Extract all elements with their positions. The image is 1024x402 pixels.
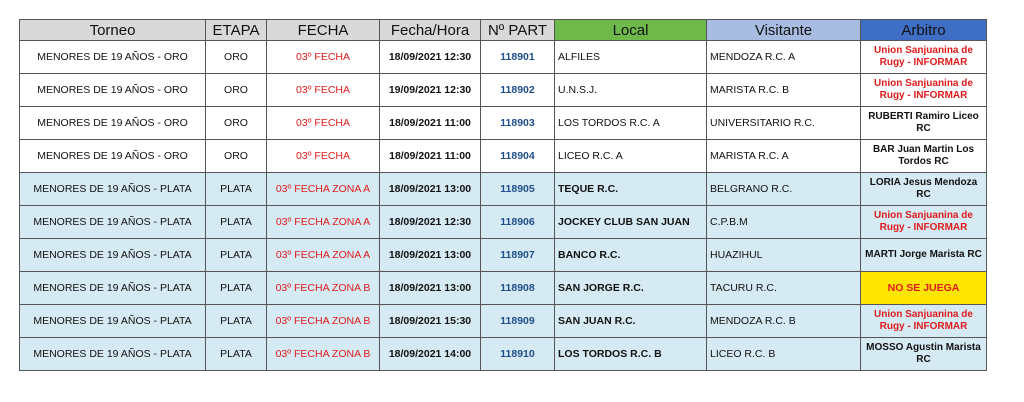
- cell-fecha-hora: 18/09/2021 11:00: [380, 107, 481, 140]
- cell-local: U.N.S.J.: [555, 74, 707, 107]
- cell-visitante: MARISTA R.C. A: [707, 140, 861, 173]
- cell-visitante: HUAZIHUL: [707, 239, 861, 272]
- cell-fecha: 03º FECHA ZONA A: [267, 239, 380, 272]
- cell-part: 118903: [481, 107, 555, 140]
- cell-fecha-hora: 18/09/2021 11:00: [380, 140, 481, 173]
- cell-arbitro: BAR Juan Martin Los Tordos RC: [861, 140, 987, 173]
- cell-arbitro: LORIA Jesus Mendoza RC: [861, 173, 987, 206]
- cell-local: SAN JUAN R.C.: [555, 305, 707, 338]
- cell-visitante: UNIVERSITARIO R.C.: [707, 107, 861, 140]
- table-row: [20, 41, 987, 74]
- cell-arbitro: Union Sanjuanina de Rugy - INFORMAR: [861, 206, 987, 239]
- header-arbitro: Arbitro: [861, 20, 987, 41]
- cell-etapa: PLATA: [206, 272, 267, 305]
- cell-fecha: 03º FECHA ZONA A: [267, 173, 380, 206]
- cell-torneo: MENORES DE 19 AÑOS - PLATA: [20, 305, 206, 338]
- cell-arbitro: MOSSO Agustin Marista RC: [861, 338, 987, 371]
- cell-fecha: 03º FECHA: [267, 140, 380, 173]
- cell-etapa: ORO: [206, 41, 267, 74]
- cell-etapa: ORO: [206, 140, 267, 173]
- cell-torneo: MENORES DE 19 AÑOS - PLATA: [20, 338, 206, 371]
- cell-local: LOS TORDOS R.C. B: [555, 338, 707, 371]
- table-row: [20, 305, 987, 338]
- table-row: [20, 206, 987, 239]
- cell-part: 118902: [481, 74, 555, 107]
- cell-arbitro: Union Sanjuanina de Rugy - INFORMAR: [861, 74, 987, 107]
- header-torneo: Torneo: [20, 20, 206, 41]
- header-fecha: FECHA: [267, 20, 380, 41]
- cell-fecha: 03º FECHA ZONA B: [267, 338, 380, 371]
- cell-visitante: MENDOZA R.C. A: [707, 41, 861, 74]
- cell-part: 118906: [481, 206, 555, 239]
- cell-fecha: 03º FECHA ZONA B: [267, 272, 380, 305]
- cell-local: LICEO R.C. A: [555, 140, 707, 173]
- cell-arbitro: Union Sanjuanina de Rugy - INFORMAR: [861, 41, 987, 74]
- header-row: [20, 20, 987, 41]
- cell-torneo: MENORES DE 19 AÑOS - ORO: [20, 41, 206, 74]
- cell-etapa: PLATA: [206, 173, 267, 206]
- cell-etapa: PLATA: [206, 338, 267, 371]
- header-etapa: ETAPA: [206, 20, 267, 41]
- cell-visitante: MARISTA R.C. B: [707, 74, 861, 107]
- cell-etapa: PLATA: [206, 206, 267, 239]
- table-row: [20, 74, 987, 107]
- cell-arbitro: RUBERTI Ramiro Liceo RC: [861, 107, 987, 140]
- cell-part: 118910: [481, 338, 555, 371]
- header-fecha-hora: Fecha/Hora: [380, 20, 481, 41]
- table-row: [20, 338, 987, 371]
- cell-fecha: 03º FECHA: [267, 107, 380, 140]
- cell-etapa: ORO: [206, 107, 267, 140]
- cell-part: 118905: [481, 173, 555, 206]
- cell-fecha-hora: 18/09/2021 15:30: [380, 305, 481, 338]
- header-n-part: Nº PART: [481, 20, 555, 41]
- header-local: Local: [555, 20, 707, 41]
- cell-part: 118904: [481, 140, 555, 173]
- table-row: [20, 107, 987, 140]
- cell-torneo: MENORES DE 19 AÑOS - PLATA: [20, 206, 206, 239]
- cell-part: 118908: [481, 272, 555, 305]
- cell-fecha: 03º FECHA ZONA A: [267, 206, 380, 239]
- cell-torneo: MENORES DE 19 AÑOS - ORO: [20, 74, 206, 107]
- table-row: [20, 173, 987, 206]
- cell-visitante: TACURU R.C.: [707, 272, 861, 305]
- cell-etapa: ORO: [206, 74, 267, 107]
- cell-arbitro: MARTI Jorge Marista RC: [861, 239, 987, 272]
- table-row: [20, 140, 987, 173]
- cell-torneo: MENORES DE 19 AÑOS - PLATA: [20, 272, 206, 305]
- cell-visitante: MENDOZA R.C. B: [707, 305, 861, 338]
- cell-part: 118901: [481, 41, 555, 74]
- cell-fecha-hora: 18/09/2021 13:00: [380, 239, 481, 272]
- cell-local: LOS TORDOS R.C. A: [555, 107, 707, 140]
- cell-torneo: MENORES DE 19 AÑOS - ORO: [20, 107, 206, 140]
- cell-visitante: BELGRANO R.C.: [707, 173, 861, 206]
- cell-arbitro: NO SE JUEGA: [861, 272, 987, 305]
- cell-part: 118909: [481, 305, 555, 338]
- cell-local: BANCO R.C.: [555, 239, 707, 272]
- cell-visitante: C.P.B.M: [707, 206, 861, 239]
- cell-fecha-hora: 19/09/2021 12:30: [380, 74, 481, 107]
- cell-fecha-hora: 18/09/2021 13:00: [380, 272, 481, 305]
- cell-local: ALFILES: [555, 41, 707, 74]
- cell-fecha-hora: 18/09/2021 14:00: [380, 338, 481, 371]
- cell-fecha-hora: 18/09/2021 12:30: [380, 206, 481, 239]
- cell-visitante: LICEO R.C. B: [707, 338, 861, 371]
- cell-fecha-hora: 18/09/2021 12:30: [380, 41, 481, 74]
- cell-etapa: PLATA: [206, 239, 267, 272]
- cell-fecha: 03º FECHA: [267, 74, 380, 107]
- fixture-table: [19, 19, 987, 371]
- cell-local: JOCKEY CLUB SAN JUAN: [555, 206, 707, 239]
- cell-fecha-hora: 18/09/2021 13:00: [380, 173, 481, 206]
- cell-arbitro: Union Sanjuanina de Rugy - INFORMAR: [861, 305, 987, 338]
- cell-etapa: PLATA: [206, 305, 267, 338]
- cell-part: 118907: [481, 239, 555, 272]
- cell-fecha: 03º FECHA: [267, 41, 380, 74]
- cell-local: TEQUE R.C.: [555, 173, 707, 206]
- header-visitante: Visitante: [707, 20, 861, 41]
- table-row: [20, 272, 987, 305]
- cell-torneo: MENORES DE 19 AÑOS - ORO: [20, 140, 206, 173]
- cell-fecha: 03º FECHA ZONA B: [267, 305, 380, 338]
- cell-torneo: MENORES DE 19 AÑOS - PLATA: [20, 173, 206, 206]
- cell-torneo: MENORES DE 19 AÑOS - PLATA: [20, 239, 206, 272]
- table-row: [20, 239, 987, 272]
- cell-local: SAN JORGE R.C.: [555, 272, 707, 305]
